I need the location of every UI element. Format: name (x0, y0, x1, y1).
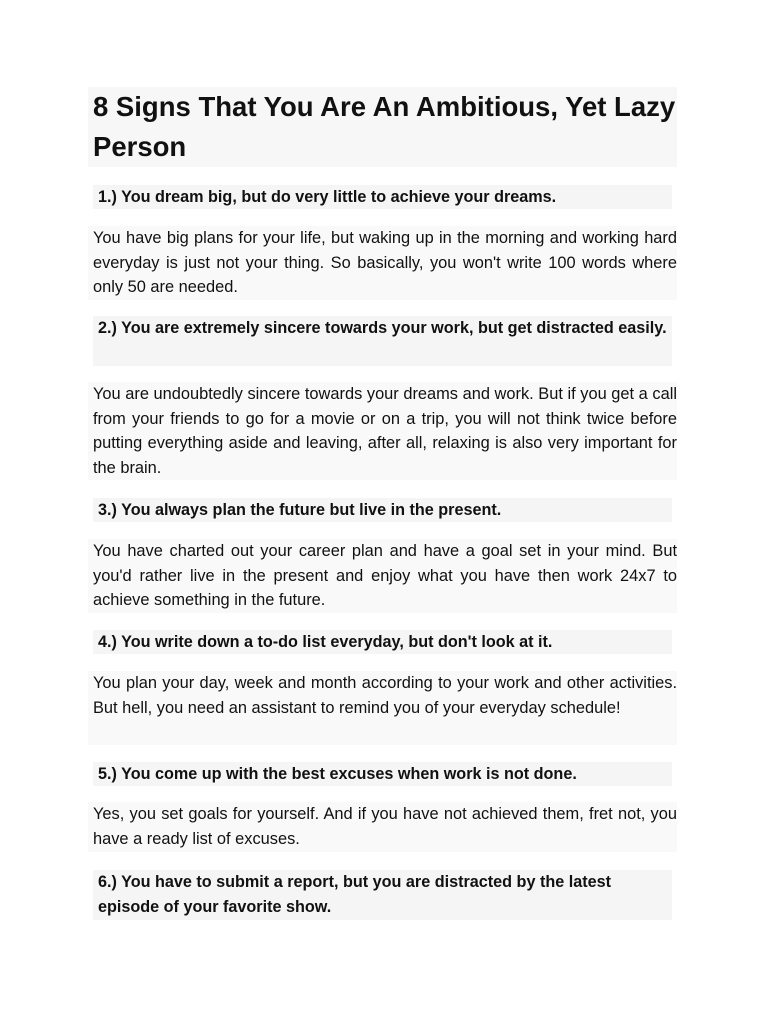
section-2-heading: 2.) You are extremely sincere towards your work, but get distracted easily. (93, 316, 672, 366)
section-2-body: You are undoubtedly sincere towards your dreams and work. But if you get a call from your friends to go for a movie or on a trip, you will not think twice before putting everything aside and leaving, after all, relaxing is also very important for the brain. (88, 382, 677, 480)
section-3-heading: 3.) You always plan the future but live in the present. (93, 498, 672, 522)
section-1-body: You have big plans for your life, but waking up in the morning and working hard everyday is just not your thing. So basically, you won't write 100 words where only 50 are needed. (88, 226, 677, 300)
section-6-heading: 6.) You have to submit a report, but you are distracted by the latest episode of your favorite show. (93, 870, 672, 920)
section-1-heading: 1.) You dream big, but do very little to achieve your dreams. (93, 185, 672, 209)
section-5-body: Yes, you set goals for yourself. And if you have not achieved them, fret not, you have a ready list of excuses. (88, 802, 677, 852)
section-4-heading: 4.) You write down a to-do list everyday, but don't look at it. (93, 630, 672, 654)
article-title: 8 Signs That You Are An Ambitious, Yet Lazy Person (88, 87, 677, 167)
section-4-body: You plan your day, week and month according to your work and other activities. But hell, you need an assistant to remind you of your everyday schedule! (88, 671, 677, 745)
section-5-heading: 5.) You come up with the best excuses when work is not done. (93, 762, 672, 786)
section-3-body: You have charted out your career plan and have a goal set in your mind. But you'd rather live in the present and enjoy what you have then work 24x7 to achieve something in the future. (88, 539, 677, 613)
